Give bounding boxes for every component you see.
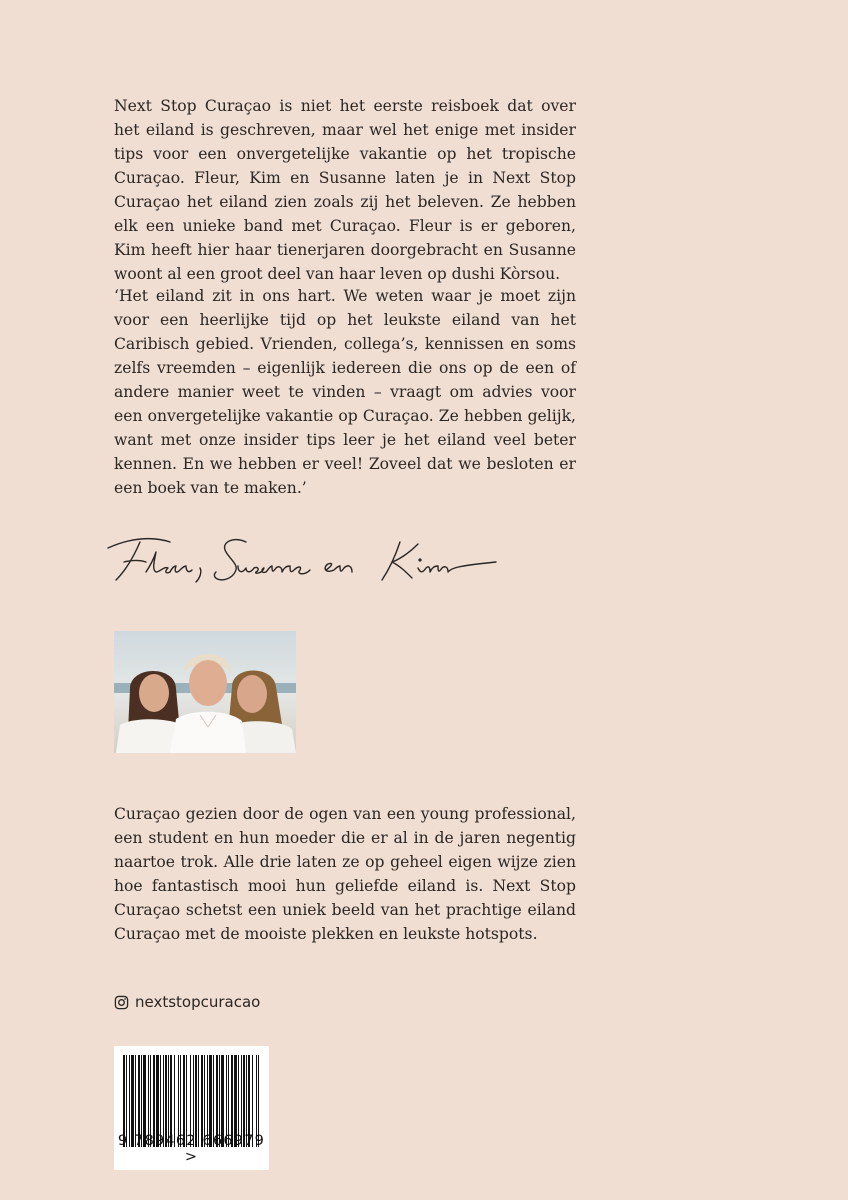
instagram-handle-text: nextstopcuracao bbox=[135, 993, 261, 1011]
instagram-icon bbox=[114, 995, 129, 1010]
authors-signature bbox=[100, 522, 520, 602]
instagram-handle[interactable] bbox=[114, 993, 260, 1011]
intro-paragraph: Next Stop Curaçao is niet het eerste reisboek dat over het eiland is geschreven, maar wel het enige met insider tips voor een onvergetelijke vakantie op het tropische Curaçao. Fleur, Kim en Susanne laten je in Next Stop Curaçao het eiland zien zoals zij het beleven. Ze hebben elk een unieke band met Curaçao. Fleur is er geboren, Kim heeft hier haar tienerjaren doorgebracht en Susanne woont al een groot deel van haar leven op dushi Kòrsou. bbox=[114, 97, 576, 283]
signature-handwriting bbox=[100, 522, 520, 602]
quote-paragraph: ‘Het eiland zit in ons hart. We weten waar je moet zijn voor een heerlijke tijd op het leukste eiland van het Caribisch gebied. Vrienden, collega’s, kennissen en soms zelfs vreemden – eigenlijk iedereen die ons op de een of andere manier weet te vinden – vraagt om advies voor een onvergetelijke vakantie op Curaçao. Ze hebben gelijk, want met onze insider tips leer je het eiland veel beter kennen. En we hebben er veel! Zoveel dat we besloten er een boek van te maken.’ bbox=[114, 287, 576, 497]
isbn-barcode bbox=[114, 1046, 269, 1170]
isbn-digits: 9 789462 666979 > bbox=[117, 1133, 266, 1165]
authors-photo bbox=[114, 631, 296, 753]
summary-paragraph: Curaçao gezien door de ogen van een young professional, een student en hun moeder die er al in de jaren negentig naartoe trok. Alle drie laten ze op geheel eigen wijze zien hoe fantastisch mooi hun geliefde eiland is. Next Stop Curaçao schetst een uniek beeld van het prachtige eiland Curaçao met de mooiste plekken en leukste hotspots. bbox=[114, 805, 576, 943]
